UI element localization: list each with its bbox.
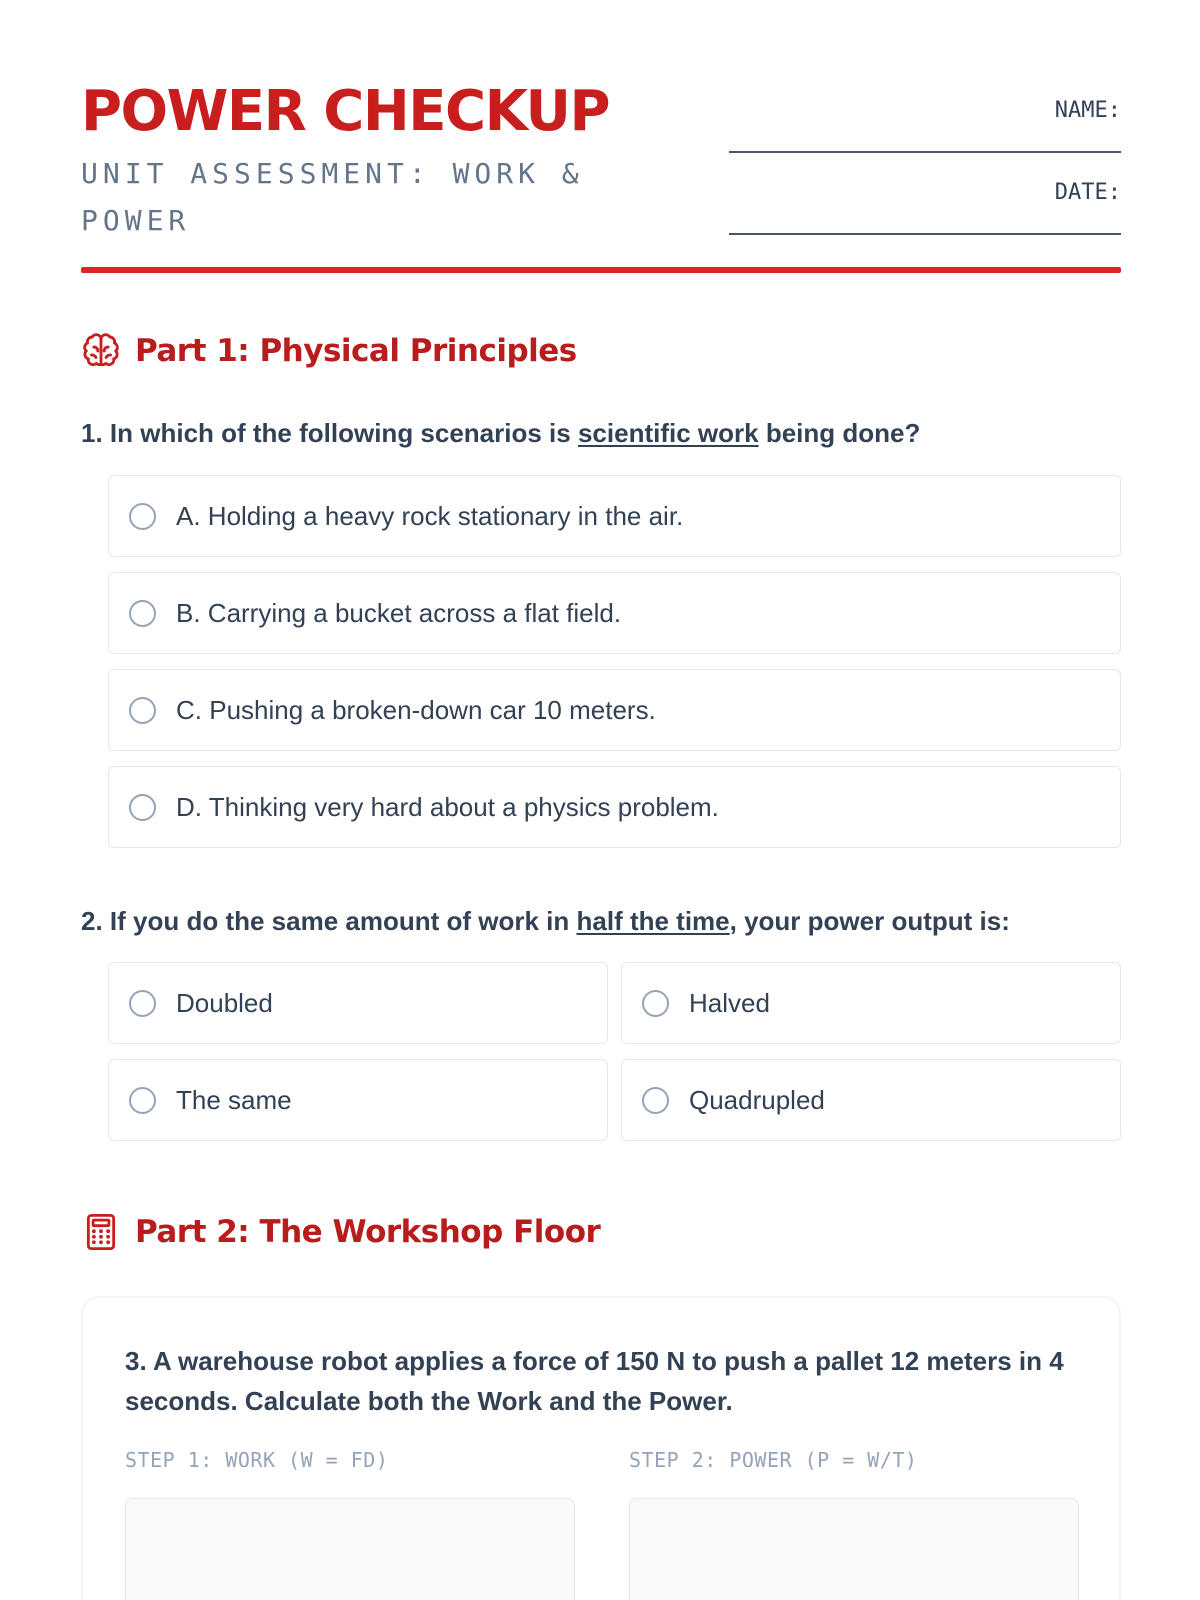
worksheet-page <box>81 0 1121 1472</box>
radio-button[interactable] <box>129 503 156 530</box>
question-2 <box>81 906 1010 937</box>
date-label: DATE: <box>1054 180 1121 205</box>
option-label: B. Carrying a bucket across a flat field. <box>176 597 622 628</box>
page-subtitle: UNIT ASSESSMENT: WORK & POWER <box>81 157 584 237</box>
option-label: A. Holding a heavy rock stationary in the air. <box>176 500 684 531</box>
question-2-prefix: 2. If you do the same amount of work in <box>81 906 577 936</box>
q1-option-a[interactable] <box>108 475 1121 557</box>
option-label: C. Pushing a broken-down car 10 meters. <box>176 694 656 725</box>
radio-button[interactable] <box>129 600 156 627</box>
radio-button[interactable] <box>129 697 156 724</box>
option-label: Halved <box>689 987 770 1018</box>
name-field[interactable] <box>729 151 1121 153</box>
page-title: POWER CHECKUP <box>81 79 610 144</box>
part1-title: Part 1: Physical Principles <box>135 333 577 369</box>
q1-option-c[interactable] <box>108 669 1121 751</box>
question-1-emphasis: scientific work <box>577 418 759 448</box>
question-2-emphasis: half the time <box>576 906 730 936</box>
question-2-suffix: , your power output is: <box>729 906 1010 936</box>
question-3: 3. A warehouse robot applies a force of 150 N to push a pallet 12 meters in 4 seconds. Calculate both the Work and the Power. <box>125 1346 1064 1416</box>
radio-button[interactable] <box>129 1087 156 1114</box>
radio-button[interactable] <box>642 990 669 1017</box>
option-label: D. Thinking very hard about a physics problem. <box>176 791 719 822</box>
part1-heading <box>81 331 577 371</box>
q1-option-d[interactable] <box>108 766 1121 848</box>
worksheet-header <box>81 0 1121 275</box>
problem-card <box>81 1296 1121 1600</box>
part2-title: Part 2: The Workshop Floor <box>135 1214 601 1250</box>
name-label: NAME: <box>1054 98 1121 123</box>
date-field[interactable] <box>729 233 1121 235</box>
question-1-prefix: 1. In which of the following scenarios is <box>81 418 578 448</box>
step-2-label: STEP 2: POWER (P = W/T) <box>629 1448 918 1472</box>
q2-option-halved[interactable] <box>621 962 1121 1044</box>
option-label: The same <box>176 1084 292 1115</box>
question-1 <box>81 418 920 449</box>
question-1-suffix: being done? <box>758 418 921 448</box>
calculator-icon <box>81 1212 121 1252</box>
step-1-answer-box[interactable] <box>125 1498 575 1600</box>
q2-option-quadrupled[interactable] <box>621 1059 1121 1141</box>
option-label: Doubled <box>176 987 273 1018</box>
radio-button[interactable] <box>642 1087 669 1114</box>
step-2-answer-box[interactable] <box>629 1498 1079 1600</box>
brain-icon <box>81 331 121 371</box>
radio-button[interactable] <box>129 794 156 821</box>
q1-option-b[interactable] <box>108 572 1121 654</box>
header-divider <box>81 267 1121 273</box>
option-label: Quadrupled <box>689 1084 825 1115</box>
q2-option-same[interactable] <box>108 1059 608 1141</box>
q2-option-doubled[interactable] <box>108 962 608 1044</box>
student-fields <box>729 100 1121 264</box>
part2-heading <box>81 1212 600 1252</box>
radio-button[interactable] <box>129 990 156 1017</box>
step-1-label: STEP 1: WORK (W = FD) <box>125 1448 389 1472</box>
